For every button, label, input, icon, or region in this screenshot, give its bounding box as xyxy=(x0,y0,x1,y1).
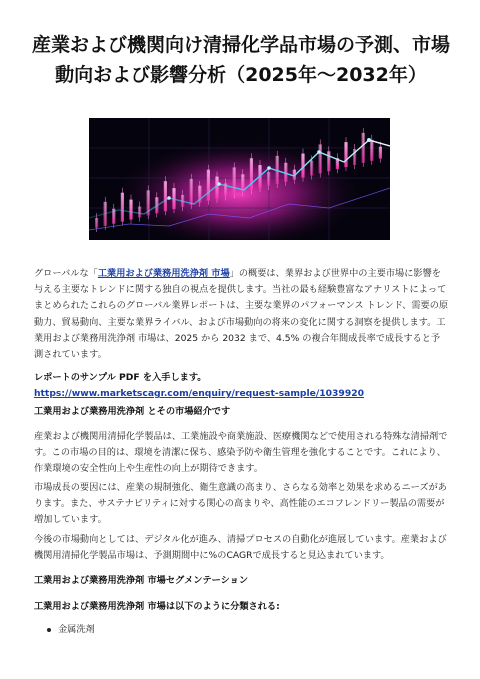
list-item xyxy=(34,622,449,638)
page-title: 産業および機関向け清掃化学品市場の予測、市場動向および影響分析（2025年〜2032年） xyxy=(31,34,450,86)
types-list xyxy=(34,622,449,638)
list-item-label: 金属洗剤 xyxy=(58,624,95,635)
hero-image xyxy=(89,118,390,240)
candle-body xyxy=(267,172,270,186)
candle-body xyxy=(379,147,382,159)
bullet-icon xyxy=(47,628,51,632)
candle-body xyxy=(190,179,193,205)
candle-body xyxy=(370,140,373,161)
intro-paragraph xyxy=(34,266,449,363)
candle-body xyxy=(95,218,98,228)
intro-heading: 工業用および業務用洗浄剤 とその市場紹介です xyxy=(34,406,231,417)
types-heading: 工業用および業務用洗浄剤 市場は以下のように分類される: xyxy=(34,601,280,612)
intro-body: 」の概要は、業界および世界中の主要市場に影響を与える主要なトレンドに関する独自の視点を提供します。当社の最も経験豊富なアナリストによってまとめられたこれらのグローバル業界レポートは、主要な業界のパフォーマンス トレンド、需要の原動力、貿易動向、主要な業界ライバル、および市場動向の将来の変化に関する洞察を提供します。工業用および業務用洗浄剤 市場は、2025 から 2032 まで、4.5% の複合年間成長率で成長すると予測されています。 xyxy=(34,268,449,361)
candle-body xyxy=(310,161,313,176)
market-chart-illustration xyxy=(89,118,390,240)
intro-prefix: グローバルな「 xyxy=(34,268,98,279)
candle-body xyxy=(233,167,236,194)
paragraph-overview: 産業および機関用清掃化学製品は、工業施設や商業施設、医療機関などで使用される特殊な清掃剤です。この市場の目的は、環境を清潔に保ち、感染予防や衛生管理を強化することです。これにより、作業環境の安全性向上や生産性の向上が期待できます。 xyxy=(34,431,448,475)
sample-label: レポートのサンプル PDF を入手します。 xyxy=(34,372,207,383)
candle-body xyxy=(362,133,365,163)
candle-body xyxy=(138,207,141,218)
segmentation-heading: 工業用および業務用洗浄剤 市場セグメンテーション xyxy=(34,575,249,586)
candle-body xyxy=(164,181,167,211)
candle-body xyxy=(327,151,330,171)
candle-body xyxy=(207,170,210,201)
candle-body xyxy=(129,200,132,220)
market-link[interactable]: 工業用および業務用洗浄剤 市場 xyxy=(97,268,230,279)
paragraph-future-trends: 今後の市場動向としては、デジタル化が進み、清掃プロセスの自動化が進展しています。産業および機関用清掃化学製品市場は、予測期間中に%のCAGRで成長すると見込まれています。 xyxy=(34,534,447,562)
sample-request xyxy=(34,370,449,402)
candle-body xyxy=(121,193,124,222)
candle-body xyxy=(319,144,322,173)
sample-link[interactable]: https://www.marketscagr.com/enquiry/request-sample/1039920 xyxy=(34,388,364,400)
candle-body xyxy=(344,142,347,167)
candle-body xyxy=(215,177,218,199)
paragraph-growth-drivers: 市場成長の要因には、産業の規制強化、衛生意識の高まり、さらなる効率と効果を求めるニーズがあります。また、サステナビリティに対する関心の高まりや、高性能のエコフレンドリー製品の需要が増加しています。 xyxy=(34,482,447,526)
